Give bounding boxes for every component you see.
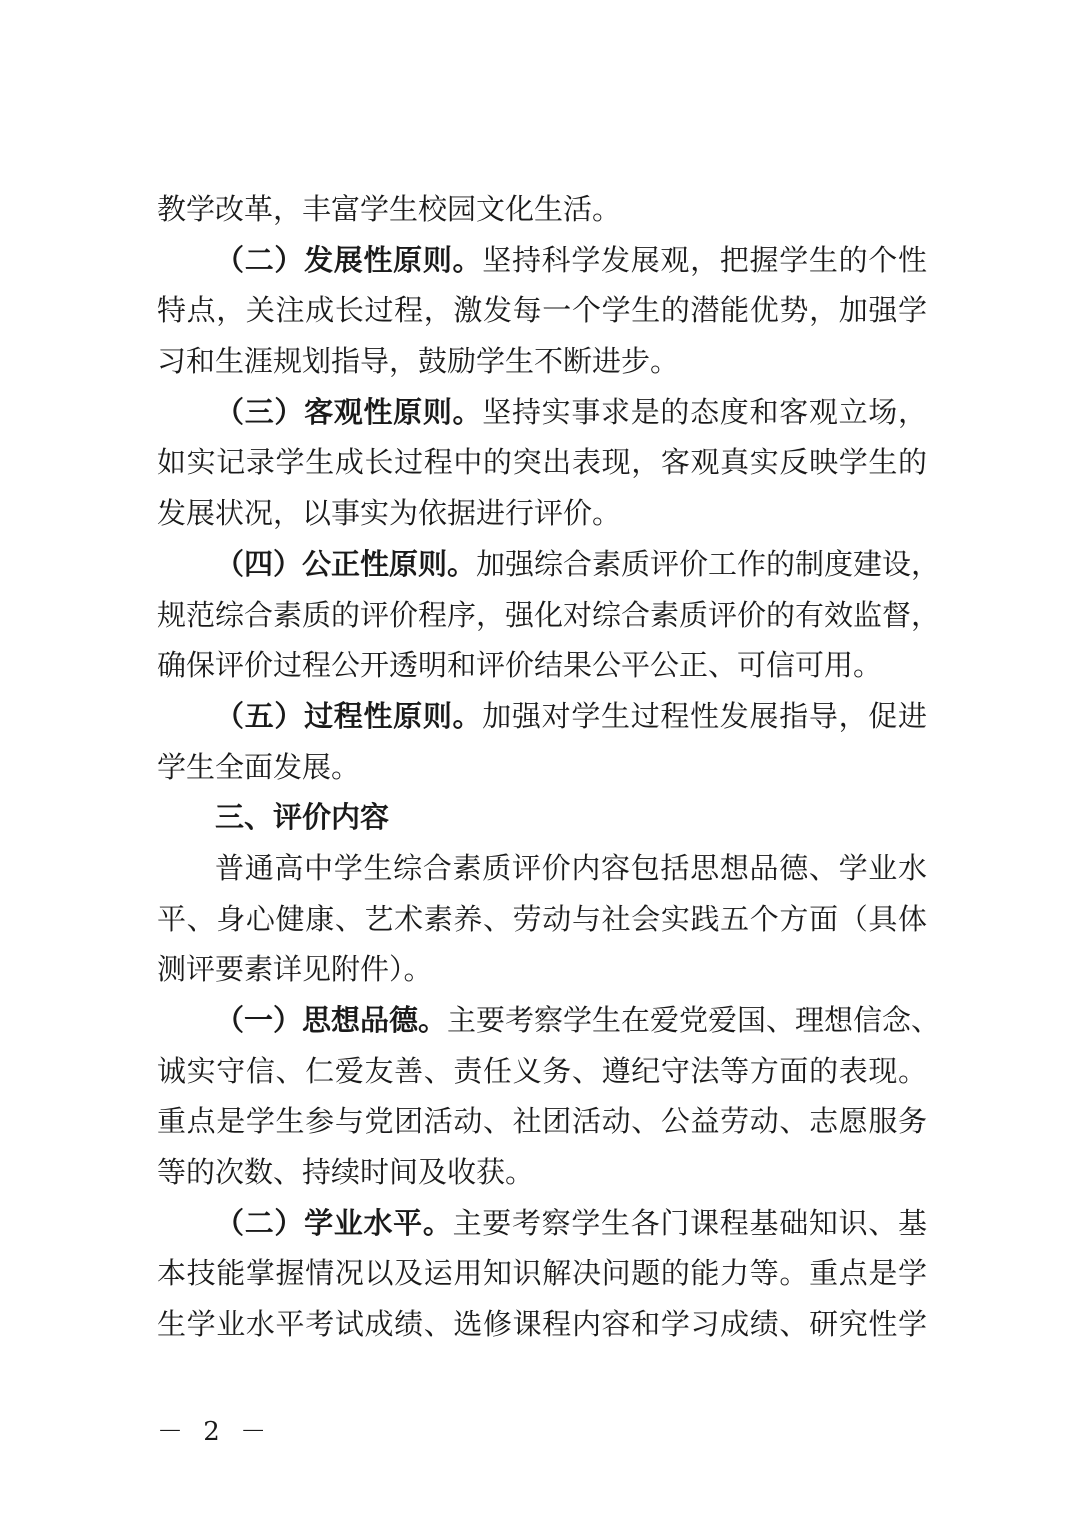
paragraph-line: （三）客观性原则。坚持实事求是的态度和客观立场， bbox=[215, 394, 927, 429]
paragraph-line: 发展状况，以事实为依据进行评价。 bbox=[157, 496, 622, 531]
paragraph-line: 测评要素详见附件）。 bbox=[157, 952, 433, 987]
paragraph-line: 本技能掌握情况以及运用知识解决问题的能力等。重点是学 bbox=[157, 1256, 927, 1291]
section-lead: （四）公正性原则。 bbox=[215, 546, 477, 581]
paragraph-line: 生学业水平考试成绩、选修课程内容和学习成绩、研究性学 bbox=[157, 1307, 927, 1342]
paragraph-line: 重点是学生参与党团活动、社团活动、公益劳动、志愿服务 bbox=[157, 1104, 927, 1139]
paragraph-line: 等的次数、持续时间及收获。 bbox=[157, 1155, 535, 1190]
section-lead: （一）思想品德。 bbox=[215, 1003, 448, 1037]
paragraph-line: 特点，关注成长过程，激发每一个学生的潜能优势，加强学 bbox=[157, 293, 927, 328]
paragraph-line: （二）学业水平。主要考察学生各门课程基础知识、基 bbox=[215, 1205, 927, 1240]
paragraph-line: 普通高中学生综合素质评价内容包括思想品德、学业水 bbox=[215, 850, 927, 885]
paragraph-line: 规范综合素质的评价程序，强化对综合素质评价的有效监督， bbox=[157, 597, 941, 632]
section-lead: （二）学业水平。 bbox=[215, 1205, 453, 1240]
section-lead: （五）过程性原则。 bbox=[215, 698, 483, 733]
paragraph-line: 如实记录学生成长过程中的突出表现，客观真实反映学生的 bbox=[157, 445, 927, 480]
page-number: － 2 － bbox=[157, 1417, 273, 1447]
section-lead: （三）客观性原则。 bbox=[215, 394, 483, 429]
paragraph-line: 诚实守信、仁爱友善、责任义务、遵纪守法等方面的表现。 bbox=[157, 1053, 927, 1088]
paragraph-line: （二）发展性原则。坚持科学发展观，把握学生的个性 bbox=[215, 242, 927, 277]
paragraph-line: （四）公正性原则。加强综合素质评价工作的制度建设， bbox=[215, 546, 941, 581]
paragraph-line: （五）过程性原则。加强对学生过程性发展指导，促进 bbox=[215, 698, 927, 733]
paragraph-line: 习和生涯规划指导，鼓励学生不断进步。 bbox=[157, 344, 680, 379]
section-lead: （二）发展性原则。 bbox=[215, 242, 483, 277]
body-text bbox=[157, 184, 941, 1350]
paragraph-line: （一）思想品德。主要考察学生在爱党爱国、理想信念、 bbox=[215, 1003, 941, 1037]
section-heading: 三、评价内容 bbox=[215, 800, 390, 835]
paragraph-line: 确保评价过程公开透明和评价结果公平公正、可信可用。 bbox=[157, 648, 883, 683]
paragraph-line: 教学改革，丰富学生校园文化生活。 bbox=[157, 192, 622, 226]
paragraph-line: 平、身心健康、艺术素养、劳动与社会实践五个方面（具体 bbox=[157, 901, 927, 936]
paragraph-line: 学生全面发展。 bbox=[157, 749, 361, 784]
